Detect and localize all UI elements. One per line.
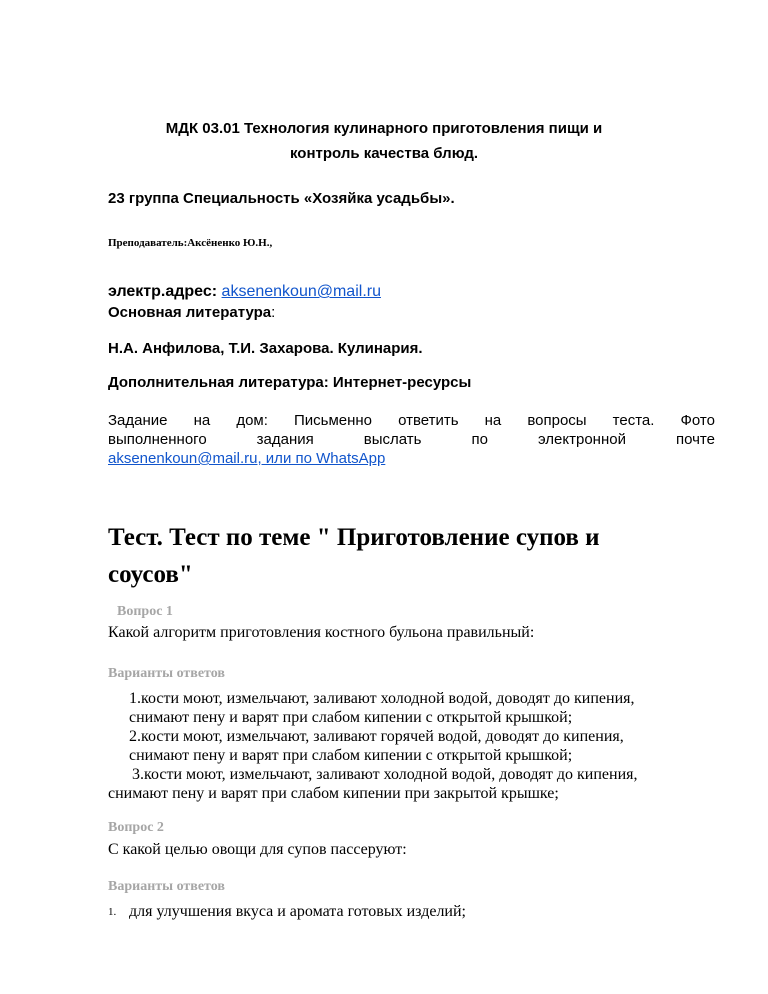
word: выслать [363, 431, 422, 448]
q1-answer1-line1: 1.кости моют, измельчают, заливают холодной водой, доводят до кипения, [129, 690, 635, 707]
assignment-line3 [108, 449, 715, 468]
assignment-line2 [108, 430, 715, 449]
word: выполненного [108, 431, 207, 448]
assignment-paragraph [108, 411, 715, 468]
question2-label: Вопрос 2 [108, 820, 164, 835]
email-link[interactable]: aksenenkoun@mail.ru [221, 283, 381, 300]
email-label: электр.адрес: [108, 283, 222, 300]
q1-answer2-line1: 2.кости моют, измельчают, заливают горячей водой, доводят до кипения, [129, 728, 624, 745]
course-title-line2: контроль качества блюд. [289, 145, 479, 162]
word: электронной [537, 431, 626, 448]
assignment-line1 [108, 411, 715, 430]
word: по [471, 431, 488, 448]
main-literature-heading [108, 304, 275, 321]
test-title-line2: соусов" [108, 561, 193, 588]
word: вопросы [527, 412, 587, 429]
word: почте [675, 431, 715, 448]
word: на [193, 412, 211, 429]
word: теста. [612, 412, 655, 429]
question1-label: Вопрос 1 [117, 604, 173, 619]
main-literature-book: Н.А. Анфилова, Т.И. Захарова. Кулинария. [108, 340, 423, 357]
course-title-line1: МДК 03.01 Технология кулинарного приготовления пищи и [165, 120, 603, 137]
extra-literature-line: Дополнительная литература: Интернет-ресурсы [108, 374, 472, 391]
word: Письменно [293, 412, 373, 429]
word: ответить [398, 412, 459, 429]
question1-answers-label: Варианты ответов [108, 666, 225, 681]
group-line: 23 группа Специальность «Хозяйка усадьбы». [108, 190, 455, 207]
q1-answer1-line2: снимают пену и варят при слабом кипении с открытой крышкой; [129, 709, 573, 726]
q2-answer1-number: 1. [108, 906, 117, 918]
question2-answers-label: Варианты ответов [108, 879, 225, 894]
main-literature-colon: : [271, 304, 276, 321]
question2-text: С какой целью овощи для супов пассеруют: [108, 841, 407, 858]
teacher-line: Преподаватель:Аксёненко Ю.Н., [108, 237, 273, 249]
q1-answer3-line2: снимают пену и варят при слабом кипении при закрытой крышке; [108, 785, 559, 802]
question1-text: Какой алгоритм приготовления костного бульона правильный: [108, 624, 535, 641]
q1-answer3-line1: 3.кости моют, измельчают, заливают холодной водой, доводят до кипения, [132, 766, 638, 783]
word: Фото [680, 412, 715, 429]
assignment-contact-link[interactable]: aksenenkoun@mail.ru, или по WhatsApp [108, 450, 386, 467]
test-title [108, 519, 600, 593]
question1-answers [129, 689, 637, 784]
q2-answer1-text: для улучшения вкуса и аромата готовых изделий; [129, 903, 466, 920]
main-literature-label: Основная литература [108, 304, 272, 321]
test-title-line1: Тест. Тест по теме " Приготовление супов и [108, 524, 600, 551]
word: задания [256, 431, 314, 448]
course-title [0, 116, 768, 166]
word: Задание [108, 412, 168, 429]
q1-answer2-line2: снимают пену и варят при слабом кипении с открытой крышкой; [129, 747, 573, 764]
email-line [108, 283, 381, 301]
word: на [484, 412, 502, 429]
word: дом: [236, 412, 268, 429]
